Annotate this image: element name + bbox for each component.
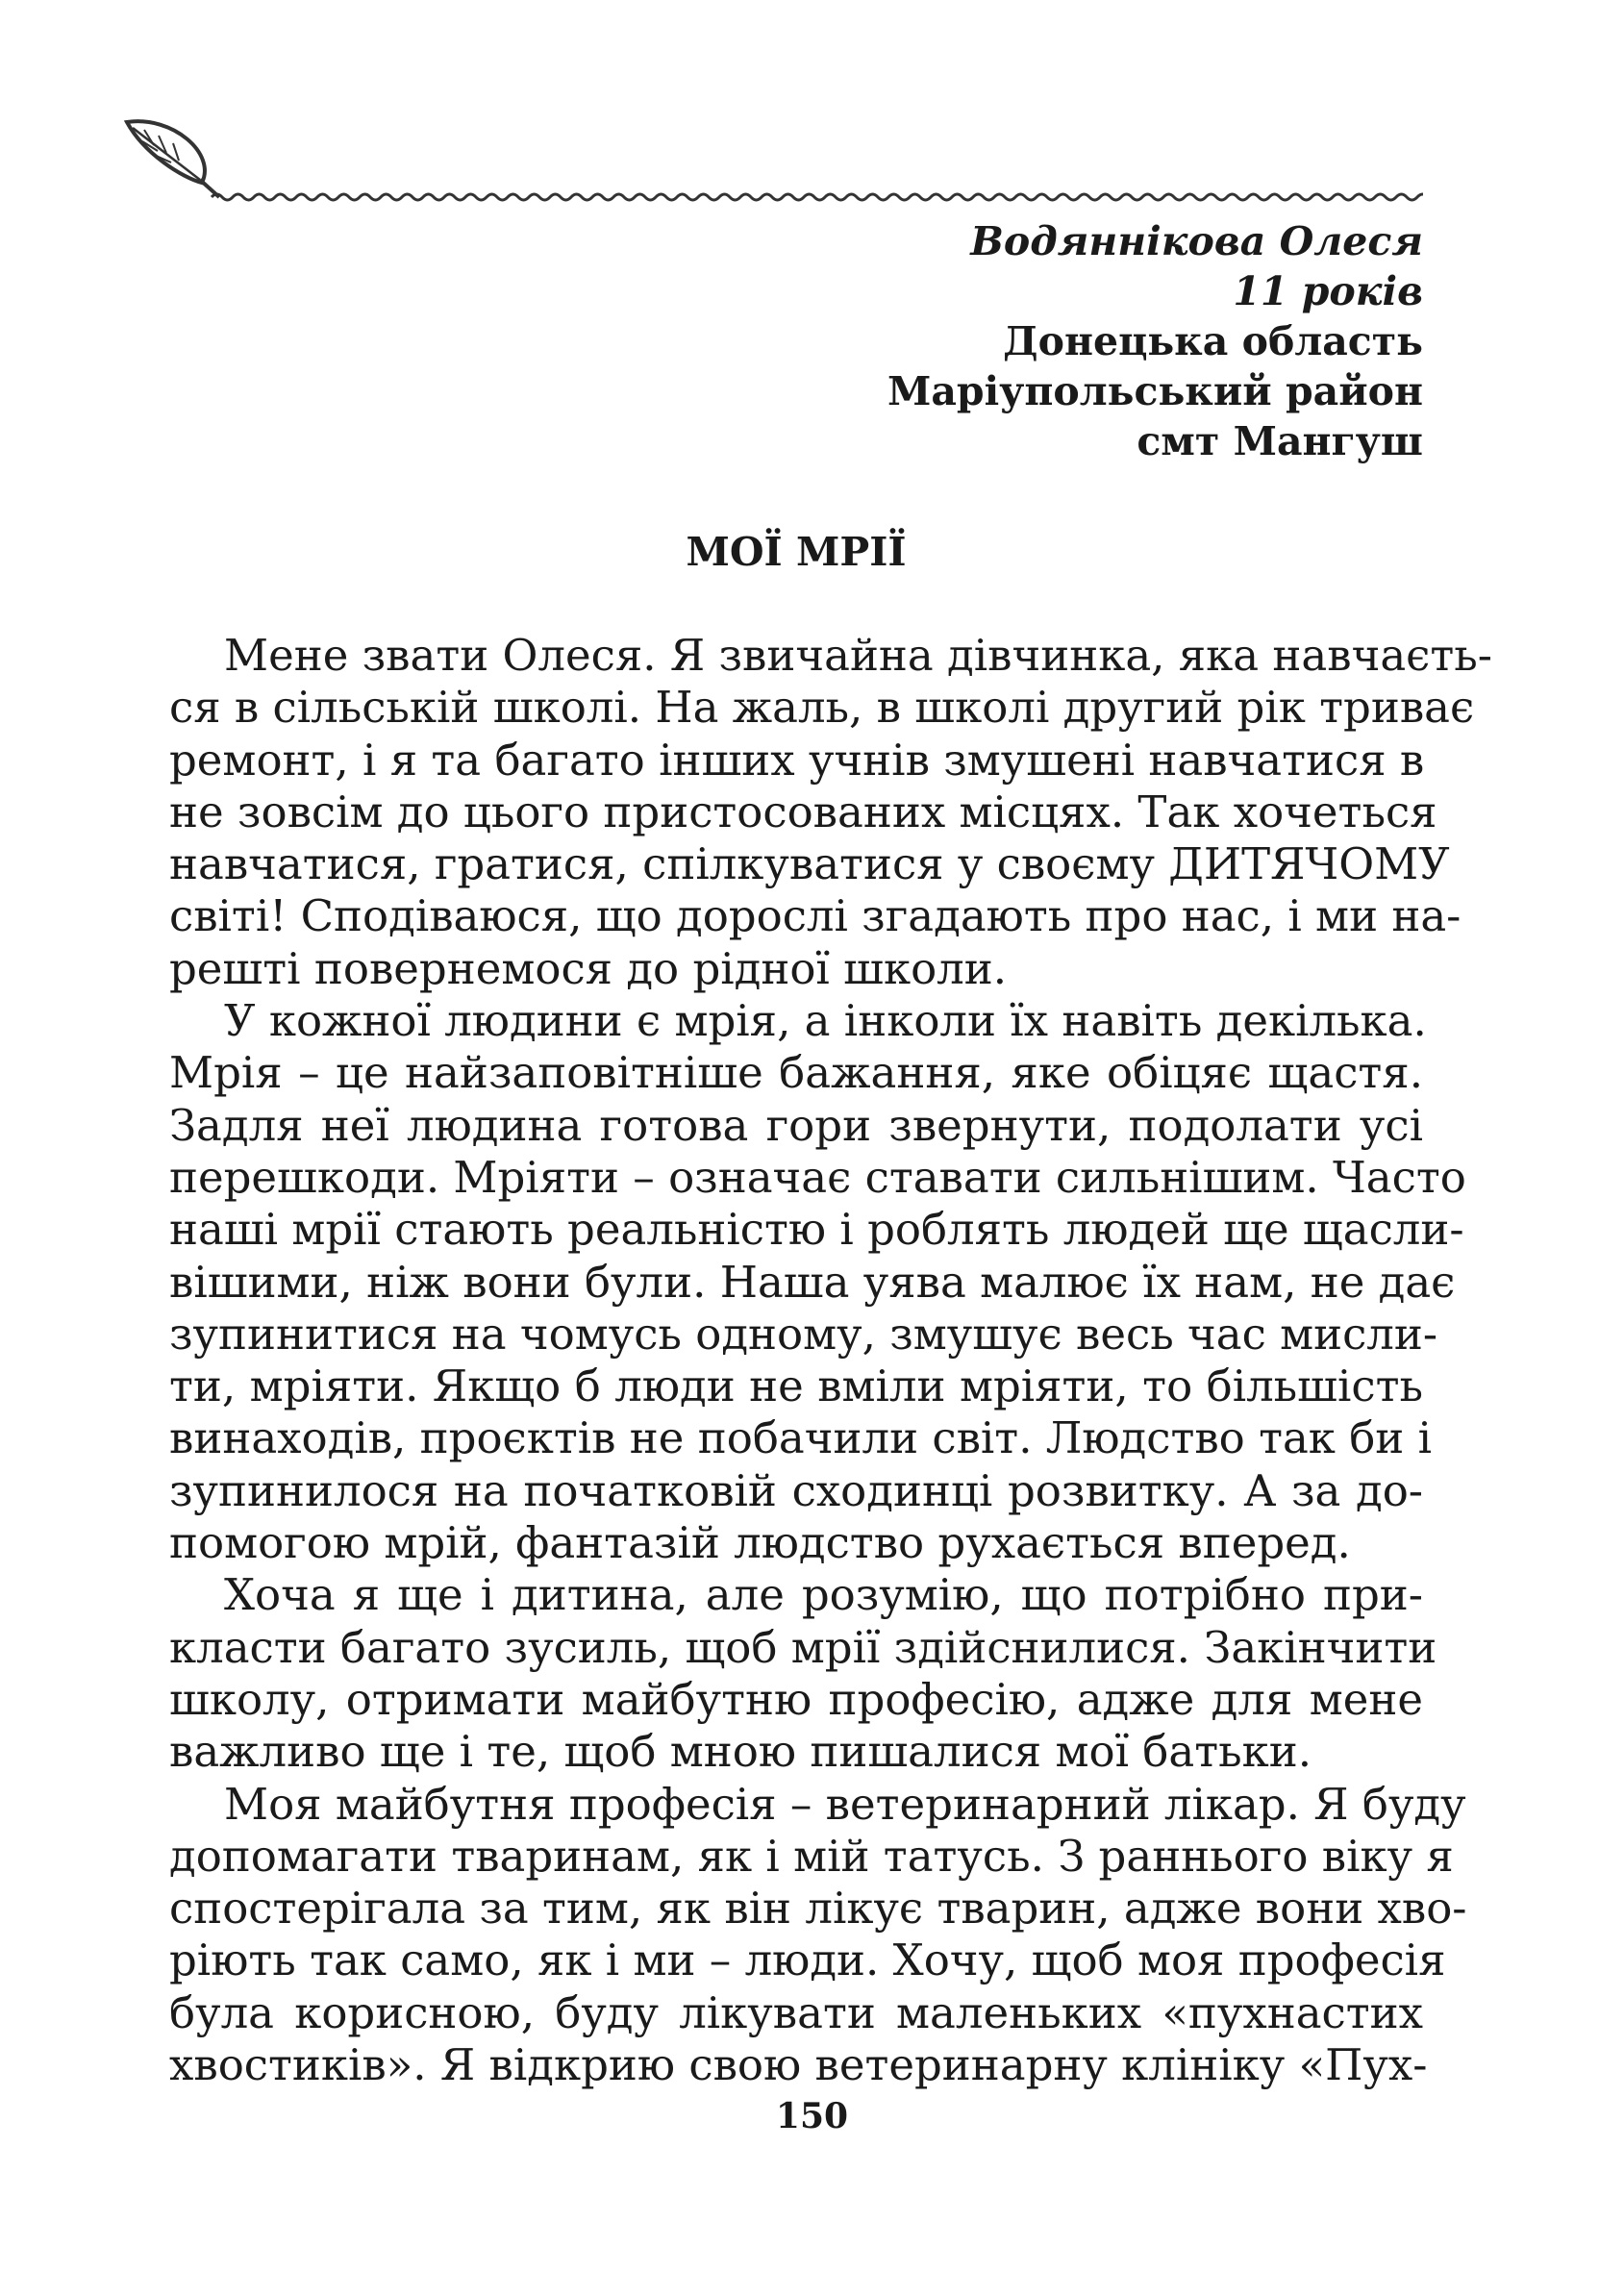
text-line: У кожної людини є мрія, а інколи їх навіть декілька. [224, 995, 1427, 1047]
text-line: не зовсім до цього пристосованих місцях. Так хочеться [169, 786, 1437, 837]
author-age: 11 років [1233, 268, 1423, 314]
author-block [365, 216, 1423, 466]
text-line: Моя майбутня професія – ветеринарний лікар. Я буду [224, 1778, 1466, 1830]
text-line: помогою мрій, фантазій людство рухається вперед. [169, 1517, 1351, 1569]
text-line: Задля неї людина готова гори звернути, подолати усі [169, 1099, 1423, 1151]
text-line: допомагати тваринам, як і мій татусь. З раннього віку я [169, 1830, 1454, 1882]
text-line: Хоча я ще і дитина, але розумію, що потрібно при- [224, 1569, 1423, 1621]
text-line: школу, отримати майбутню професію, адже для мене [169, 1673, 1423, 1725]
text-line: зупинилося на початковій сходинці розвитку. А за до- [169, 1464, 1423, 1516]
essay-body [169, 630, 1492, 2091]
text-line: перешкоди. Мріяти – означає ставати сильнішим. Часто [169, 1151, 1466, 1203]
text-line: решті повернемося до рідної школи. [169, 942, 1008, 994]
author-name: Водяннікова Олеся [970, 218, 1423, 264]
text-line: ти, мріяти. Якщо б люди не вміли мріяти, то більшість [169, 1361, 1423, 1412]
essay-title: МОЇ МРІЇ [686, 529, 907, 575]
text-line: класти багато зусиль, щоб мрії здійснилися. Закінчити [169, 1621, 1437, 1673]
author-settlement: смт Мангуш [1137, 418, 1423, 464]
paragraph [169, 995, 1466, 1569]
text-line: зупинитися на чомусь одному, змушує весь час мисли- [169, 1308, 1438, 1360]
paragraph [169, 1569, 1437, 1778]
text-line: важливо ще і те, щоб мною пишалися мої батьки. [169, 1726, 1312, 1778]
feather-quill-icon [127, 121, 219, 197]
text-line: Мене звати Олеся. Я звичайна дівчинка, яка навчаєть- [224, 630, 1492, 681]
text-line: вішими, ніж вони були. Наша уява малює їх нам, не дає [169, 1256, 1456, 1308]
text-line: навчатися, гратися, спілкуватися у своєму ДИТЯЧОМУ [169, 838, 1450, 890]
paragraph [169, 1778, 1467, 2092]
text-line: була корисною, буду лікувати маленьких «пухнастих [169, 1986, 1423, 2038]
text-line: світі! Сподіваюся, що дорослі згадають про нас, і ми на- [169, 890, 1462, 942]
text-line: винаходів, проєктів не побачили світ. Людство так би і [169, 1412, 1432, 1464]
paragraph [169, 630, 1492, 995]
text-line: ремонт, і я та багато інших учнів змушені навчатися в [169, 734, 1425, 786]
author-district: Маріупольський район [887, 368, 1423, 414]
author-region: Донецька область [1003, 318, 1423, 364]
text-line: ріють так само, як і ми – люди. Хочу, щоб моя професія [169, 1935, 1446, 1986]
wavy-line [212, 194, 1423, 200]
text-line: спостерігала за тим, як він лікує тварин, адже вони хво- [169, 1883, 1467, 1935]
text-line: ся в сільській школі. На жаль, в школі другий рік триває [169, 682, 1475, 734]
text-line: хвостиків». Я відкрию свою ветеринарну клініку «Пух- [169, 2039, 1428, 2091]
feather-wave-ornament [115, 101, 1423, 207]
page-number: 150 [775, 2096, 849, 2136]
text-line: наші мрії стають реальністю і роблять людей ще щасли- [169, 1204, 1464, 1256]
text-line: Мрія – це найзаповітніше бажання, яке обіцяє щастя. [169, 1047, 1423, 1099]
